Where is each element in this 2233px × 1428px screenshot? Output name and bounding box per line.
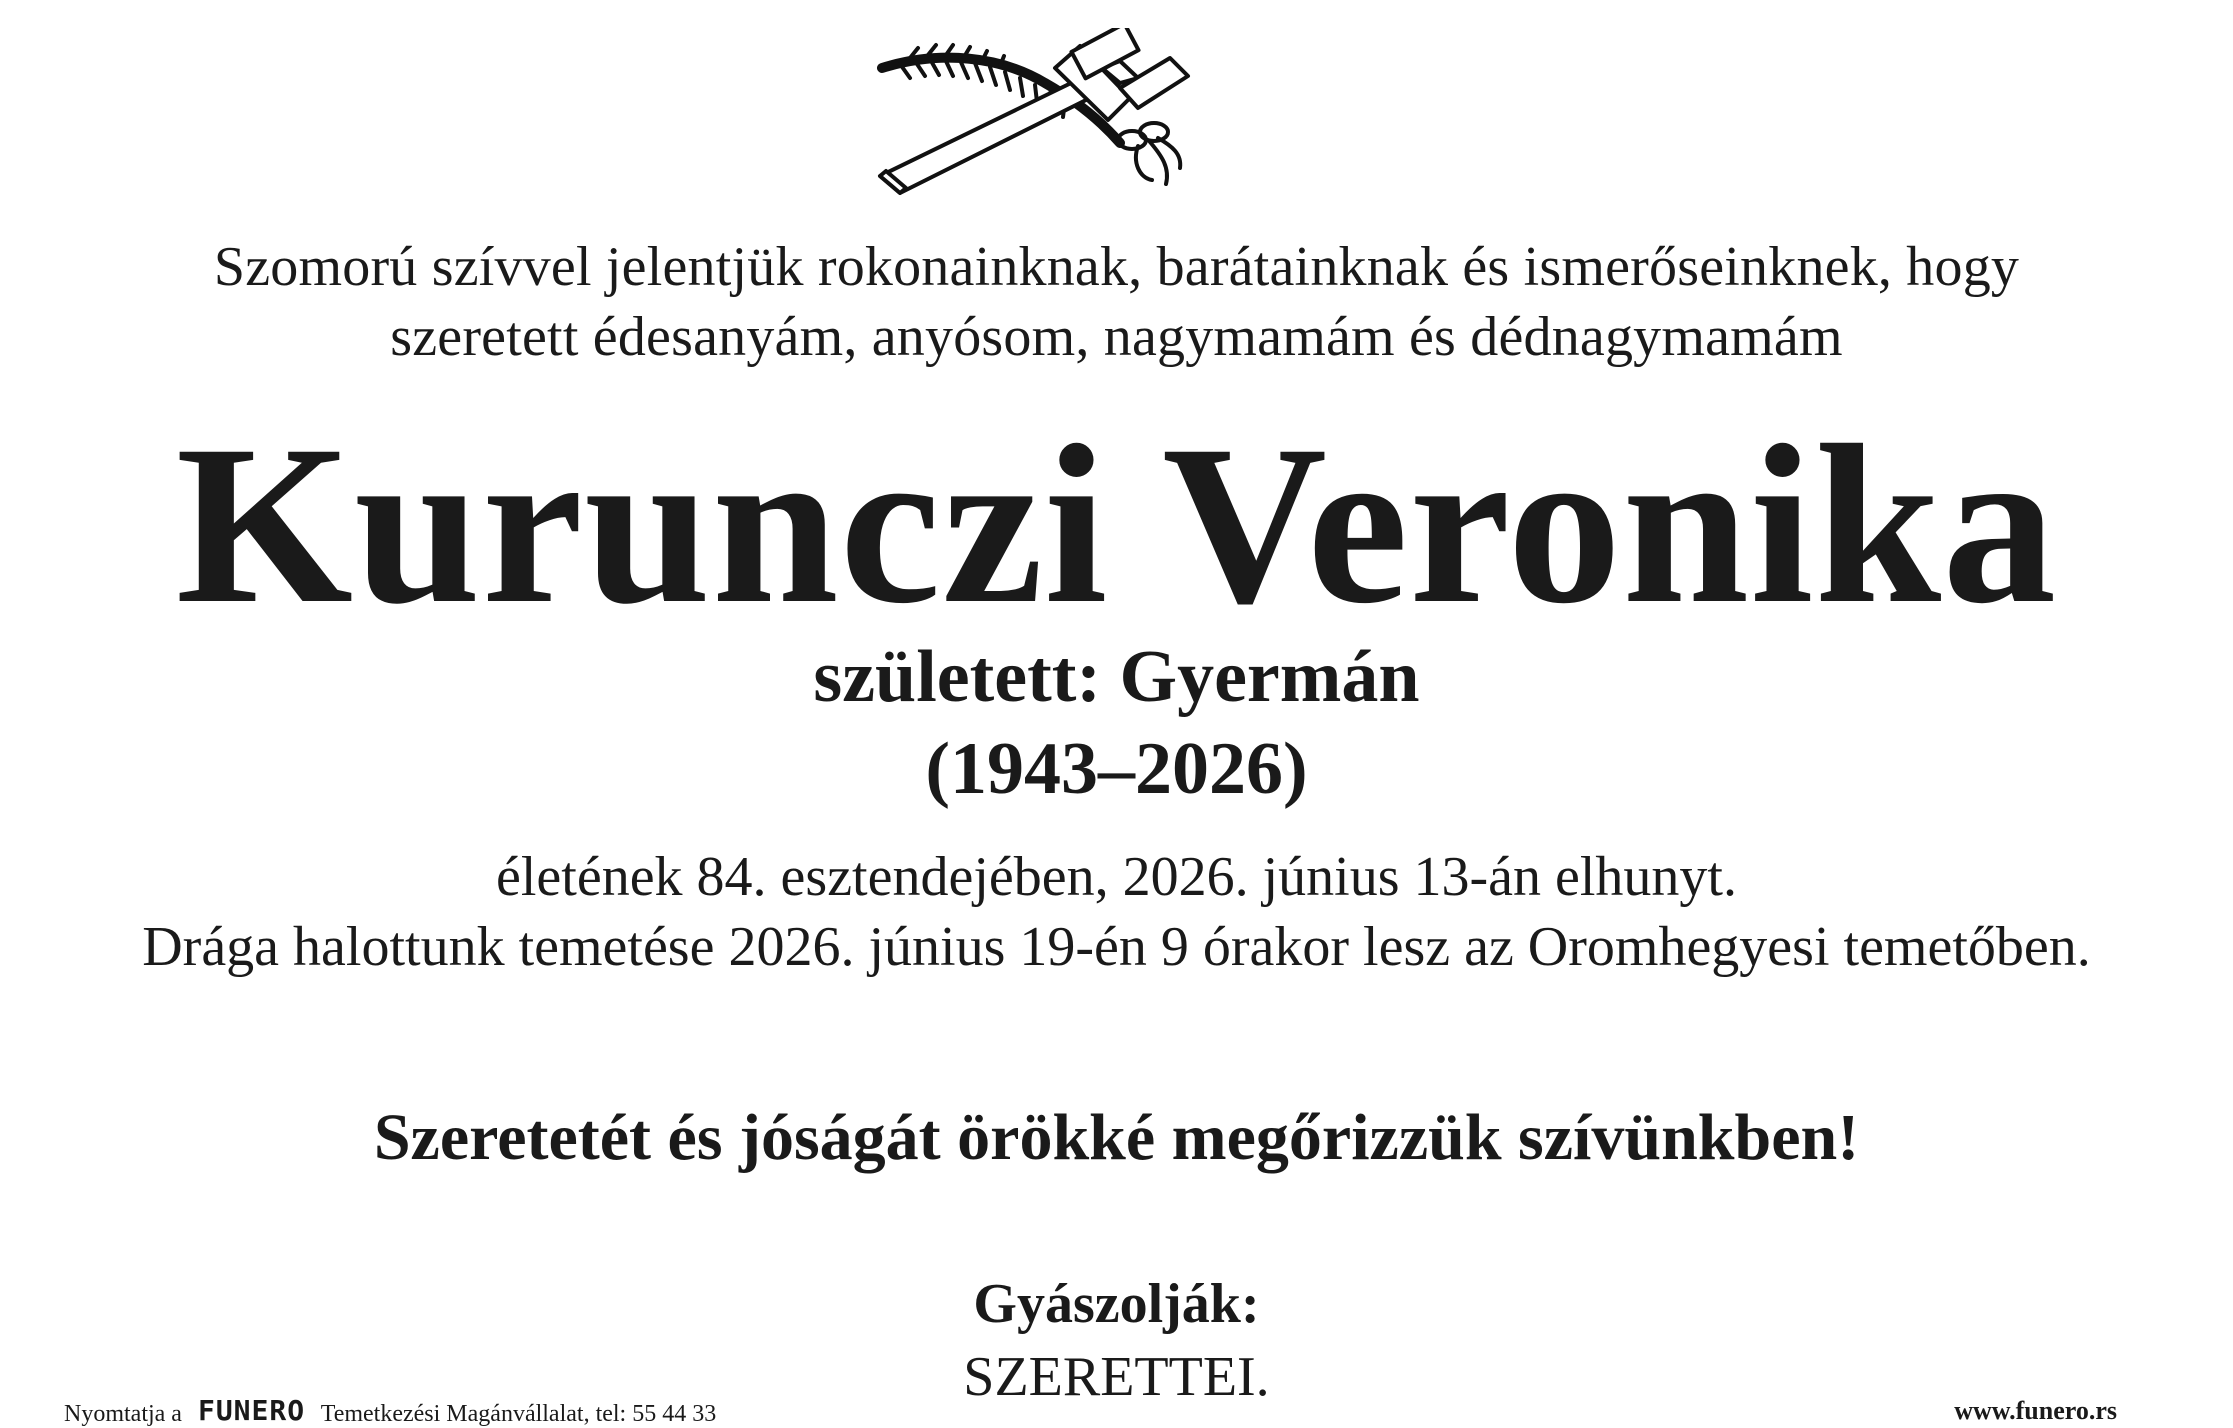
death-details: életének 84. esztendejében, 2026. június 13-án elhunyt. — [496, 846, 1737, 908]
funero-logo: FUNERO — [197, 1394, 306, 1427]
mourners-label: Gyászolják: — [973, 1273, 1260, 1335]
deceased-name: Kurunczi Veronika — [175, 399, 2058, 651]
memorial-motto: Szeretetét és jóságát örökké megőrizzük szívünkben! — [373, 1101, 1860, 1174]
mourners-names: SZERETTEI. — [963, 1346, 1270, 1408]
company-info: Temetkezési Magánvállalat, tel: 55 44 33 — [320, 1401, 717, 1427]
intro-line-2: szeretett édesanyám, anyósom, nagymamám és dédnagymamám — [390, 306, 1843, 368]
printed-by-text: Nyomtatja a — [64, 1401, 182, 1427]
intro-line-1: Szomorú szívvel jelentjük rokonainknak, barátainknak és ismerőseinknek, hogy — [213, 236, 2020, 298]
cross-with-palm-branch-icon — [870, 28, 1200, 203]
life-years: (1943–2026) — [925, 728, 1308, 810]
printer-credit — [64, 1394, 717, 1428]
funeral-details: Drága halottunk temetése 2026. június 19-én 9 órakor lesz az Oromhegyesi temetőben. — [142, 916, 2091, 978]
website-link: www.funero.rs — [1954, 1396, 2117, 1425]
maiden-name: született: Gyermán — [813, 636, 1420, 718]
